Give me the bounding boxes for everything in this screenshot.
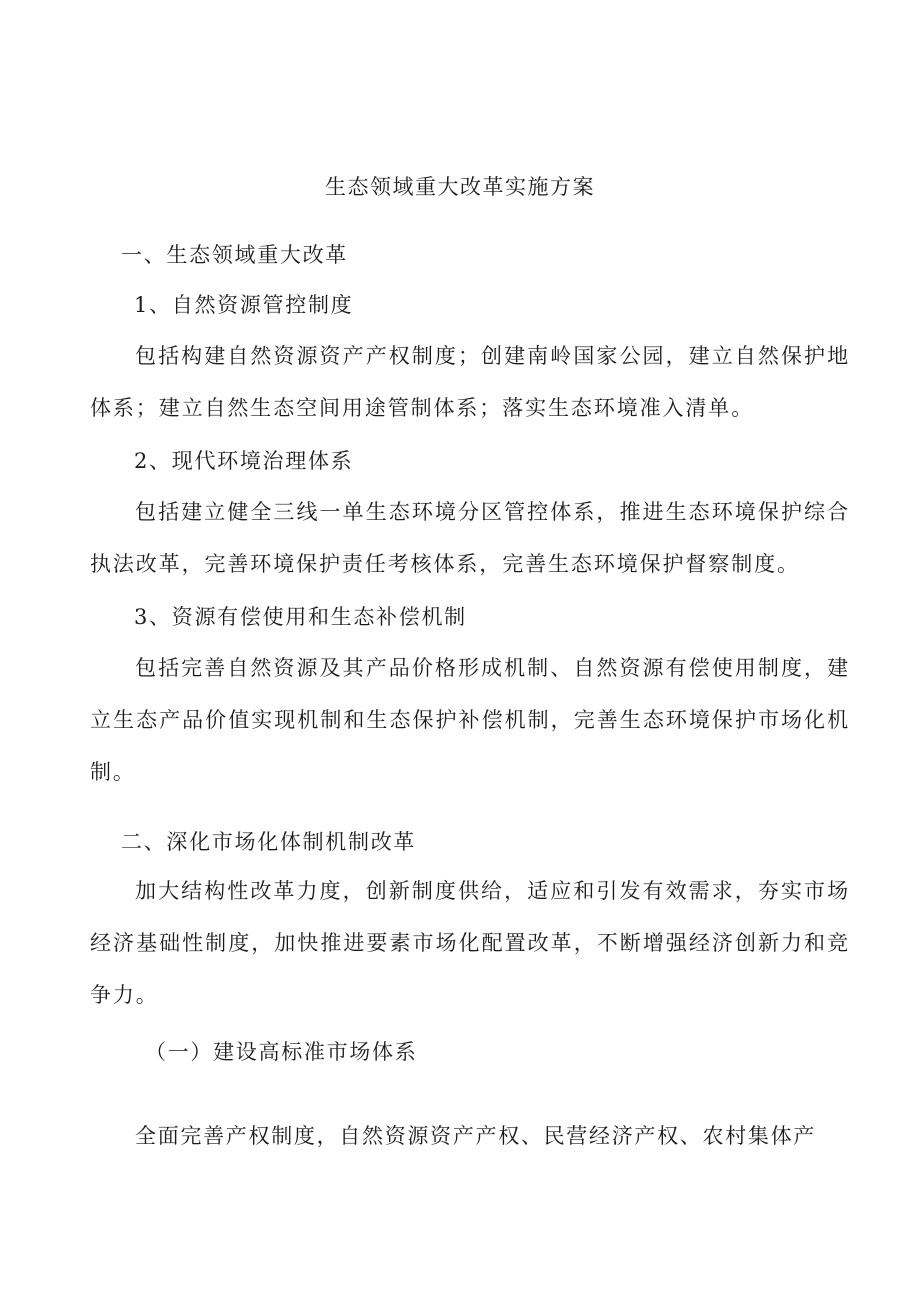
item-body-3: 包括完善自然资源及其产品价格形成机制、自然资源有偿使用制度，建立生态产品价值实现机制和生态保护补偿机制，完善生态环境保护市场化机制。: [90, 656, 850, 784]
section-heading-2: 二、深化市场化体制机制改革: [121, 830, 417, 854]
item-body-2: 包括建立健全三线一单生态环境分区管控体系，推进生态环境保护综合执法改革，完善环境保护责任考核体系，完善生态环境保护督察制度。: [90, 500, 850, 576]
item-heading-1: 1、自然资源管控制度: [134, 293, 354, 317]
section-heading-1: 一、生态领域重大改革: [121, 243, 348, 267]
item-heading-3: 3、资源有偿使用和生态补偿机制: [134, 605, 467, 629]
sub-heading-1: （一）建设高标准市场体系: [145, 1040, 418, 1064]
document-title: 生态领域重大改革实施方案: [325, 175, 595, 199]
sub-body-1: 全面完善产权制度，自然资源资产产权、民营经济产权、农村集体产: [135, 1124, 816, 1148]
section-body-2: 加大结构性改革力度，创新制度供给，适应和引发有效需求，夯实市场经济基础性制度，加快推进要素市场化配置改革，不断增强经济创新力和竞争力。: [90, 879, 850, 1007]
item-heading-2: 2、现代环境治理体系: [134, 449, 354, 473]
item-body-1: 包括构建自然资源资产产权制度；创建南岭国家公园，建立自然保护地体系；建立自然生态空间用途管制体系；落实生态环境准入清单。: [90, 344, 850, 420]
